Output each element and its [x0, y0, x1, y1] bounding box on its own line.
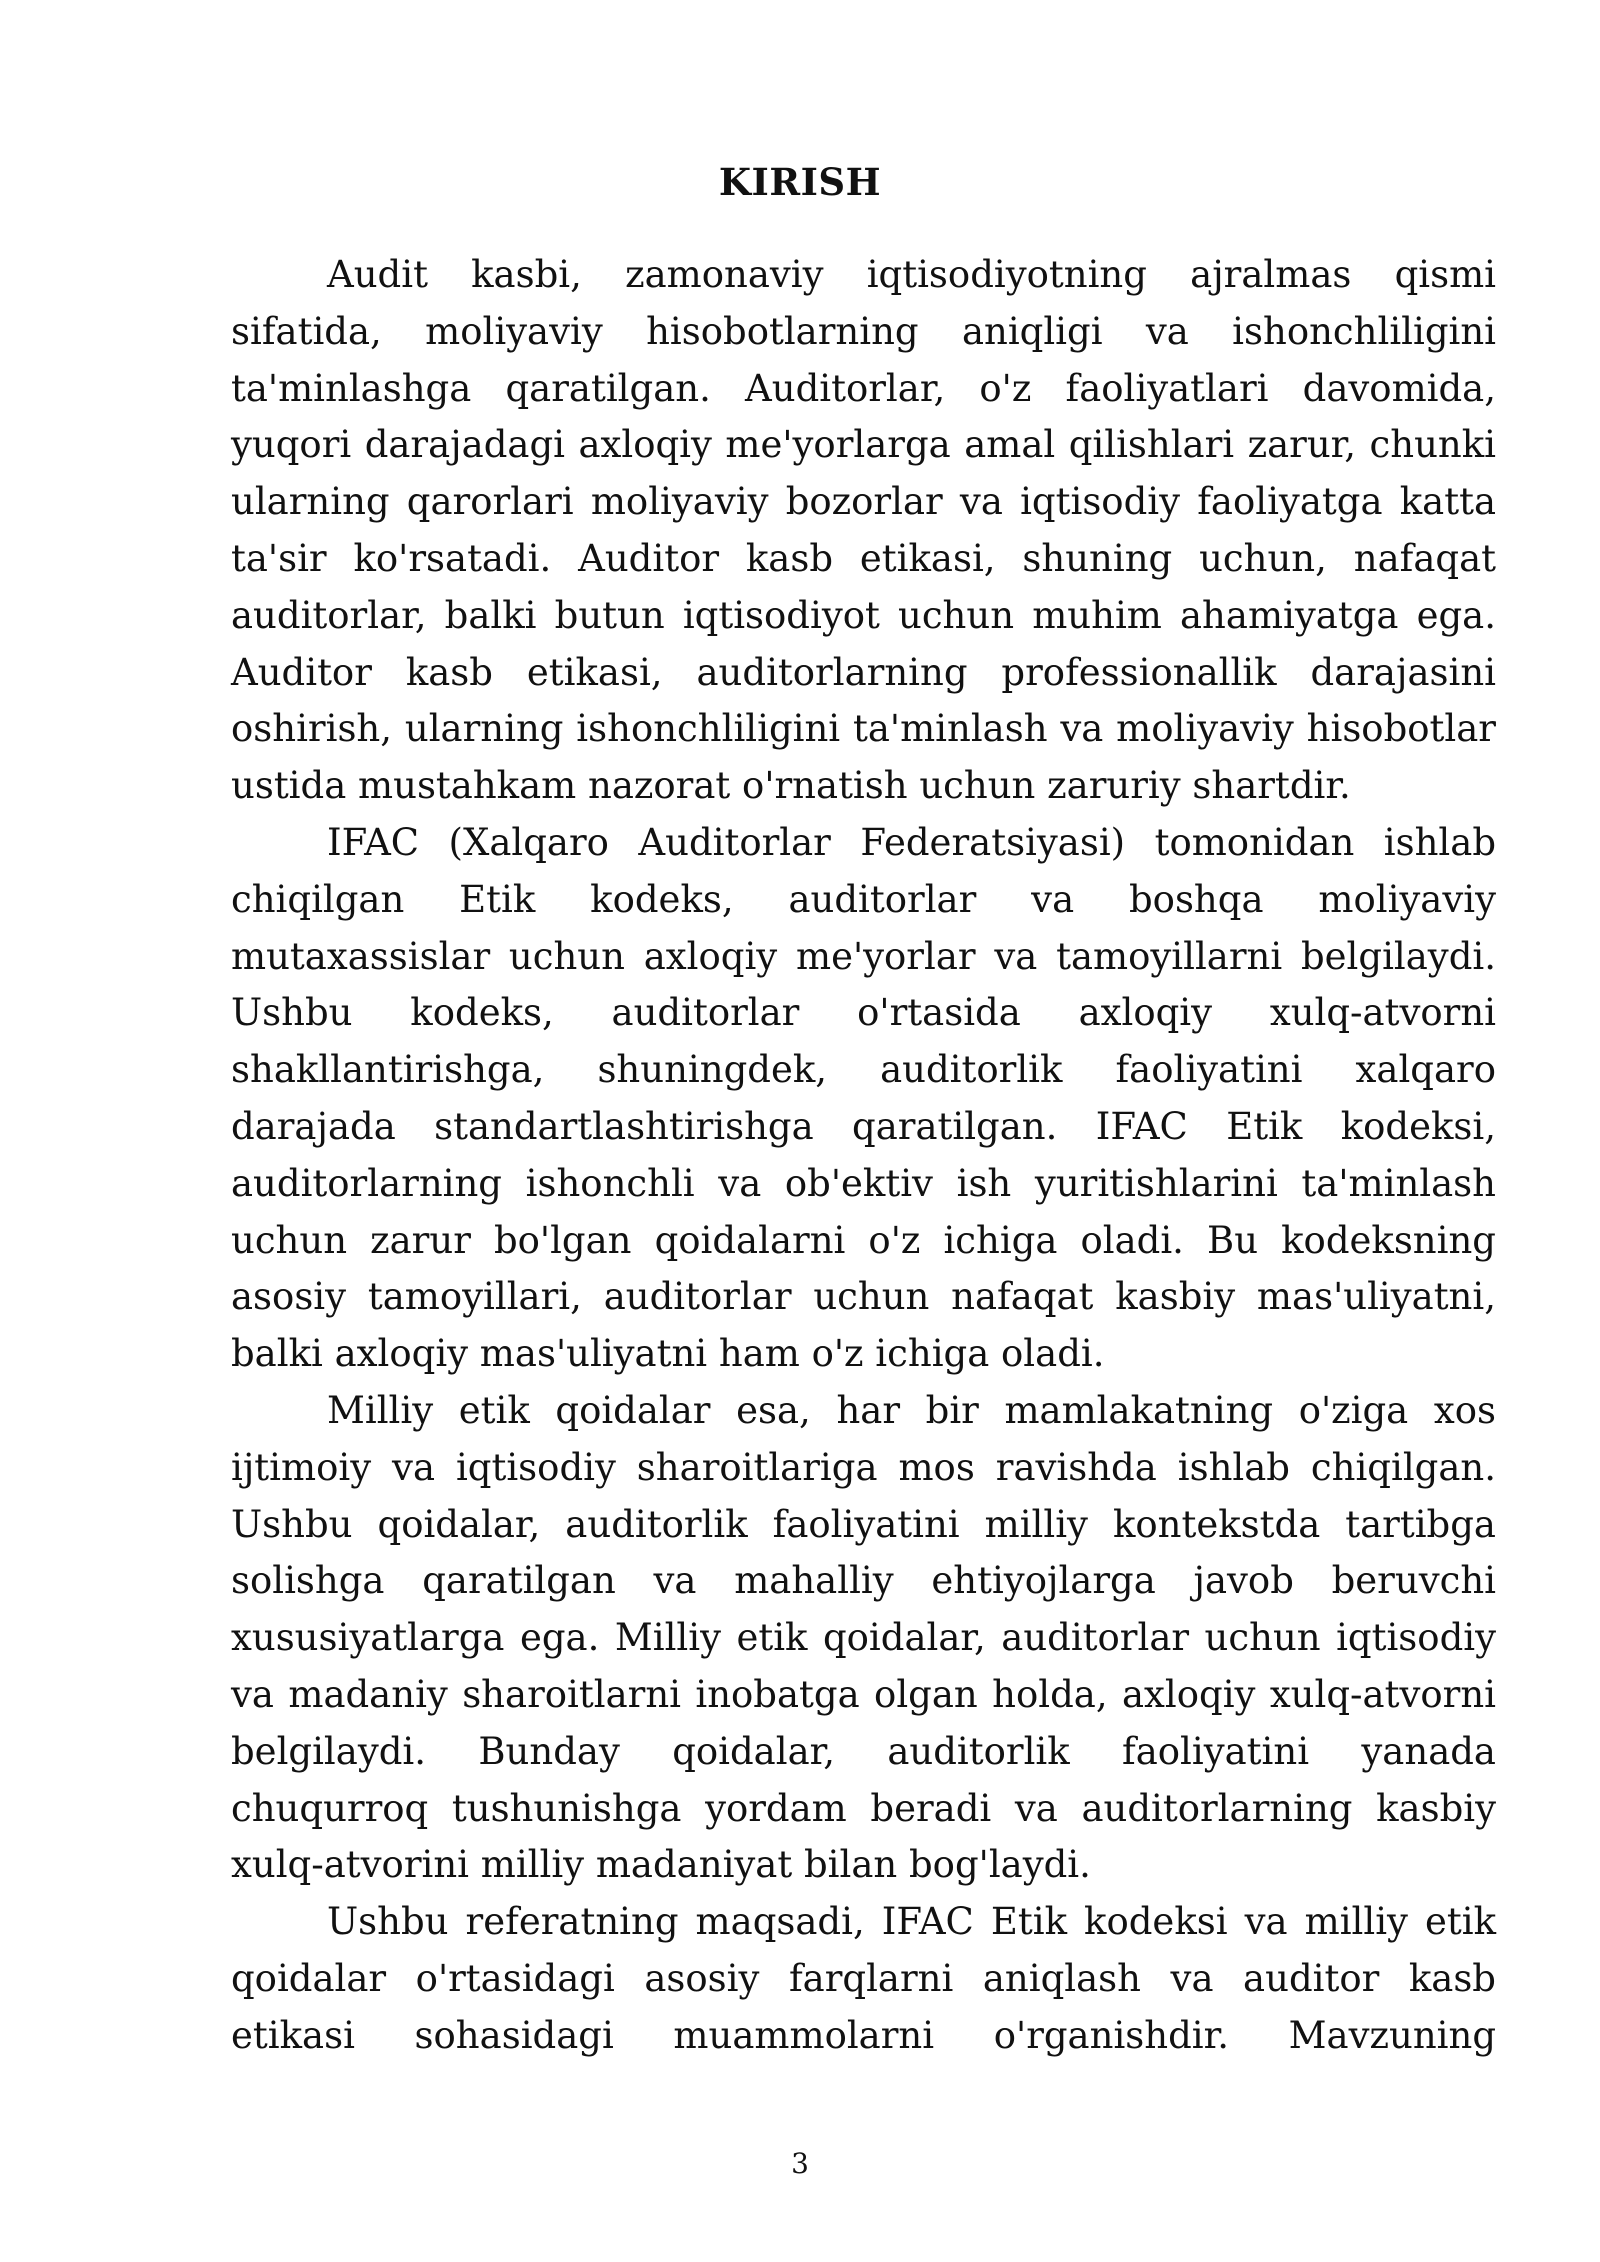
body-text — [231, 247, 1496, 2065]
page-title: KIRISH — [718, 160, 882, 204]
paragraph-2: IFAC (Xalqaro Auditorlar Federatsiyasi) tomonidan ishlab chiqilgan Etik kodeks, auditorlar va boshqa moliyaviy mutaxassislar uchun axloqiy me'yorlar va tamoyillarni belgilaydi. Ushbu kodeks, auditorlar o'rtasida axloqiy xulq-atvorni shakllantirishga, shuningdek, auditorlik faoliyatini xalqaro darajada standartlashtirishga qaratilgan. IFAC Etik kodeksi, auditorlarning ishonchli va ob'ektiv ish yuritishlarini ta'minlash uchun zarur bo'lgan qoidalarni o'z ichiga oladi. Bu kodeksning asosiy tamoyillari, auditorlar uchun nafaqat kasbiy mas'uliyatni, balki axloqiy mas'uliyatni ham o'z ichiga oladi. — [231, 820, 1496, 1376]
paragraph-4: Ushbu referatning maqsadi, IFAC Etik kodeksi va milliy etik qoidalar o'rtasidagi asosiy farqlarni aniqlash va auditor kasb etikasi sohasidagi muammolarni o'rganishdir. Mavzuning — [231, 1900, 1496, 2057]
page-number: 3 — [791, 2147, 809, 2180]
paragraph-3: Milliy etik qoidalar esa, har bir mamlakatning o'ziga xos ijtimoiy va iqtisodiy sharoitlariga mos ravishda ishlab chiqilgan. Ushbu qoidalar, auditorlik faoliyatini milliy kontekstda tartibga solishga qaratilgan va mahalliy ehtiyojlarga javob beruvchi xususiyatlarga ega. Milliy etik qoidalar, auditorlar uchun iqtisodiy va madaniy sharoitlarni inobatga olgan holda, axloqiy xulq-atvorni belgilaydi. Bunday qoidalar, auditorlik faoliyatini yanada chuqurroq tushunishga yordam beradi va auditorlarning kasbiy xulq-atvorini milliy madaniyat bilan bog'laydi. — [231, 1388, 1496, 1887]
paragraph-1: Audit kasbi, zamonaviy iqtisodiyotning ajralmas qismi sifatida, moliyaviy hisobotlarning aniqligi va ishonchliligini ta'minlashga qaratilgan. Auditorlar, o'z faoliyatlari davomida, yuqori darajadagi axloqiy me'yorlarga amal qilishlari zarur, chunki ularning qarorlari moliyaviy bozorlar va iqtisodiy faoliyatga katta ta'sir ko'rsatadi. Auditor kasb etikasi, shuning uchun, nafaqat auditorlar, balki butun iqtisodiyot uchun muhim ahamiyatga ega. Auditor kasb etikasi, auditorlarning professionallik darajasini oshirish, ularning ishonchliligini ta'minlash va moliyaviy hisobotlar ustida mustahkam nazorat o'rnatish uchun zaruriy shartdir. — [231, 253, 1496, 808]
